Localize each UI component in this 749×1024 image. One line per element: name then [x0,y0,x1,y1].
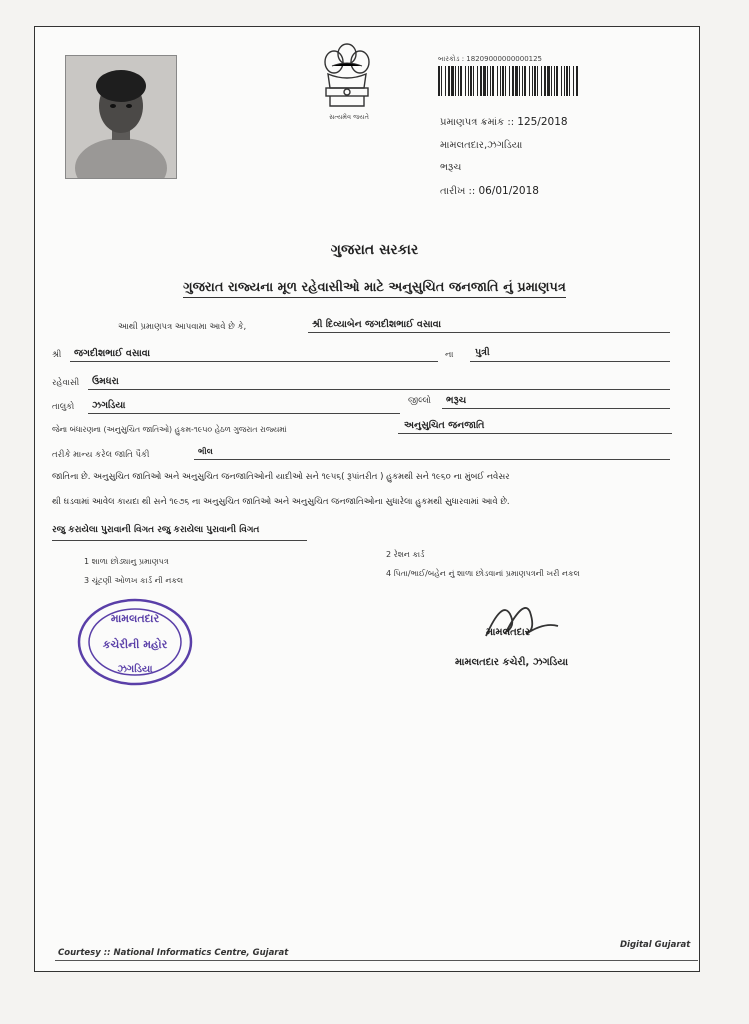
district: ભરૂચ [446,395,467,406]
applicant-name: શ્રી દિવ્યાબેન જગદીશભાઈ વસાવા [312,319,442,330]
relation: પુત્રી [475,347,490,358]
resident-label: રહેવાસી [52,378,80,388]
certificate-number-label: પ્રમાણપત્ર ક્રમાંક :: [440,117,518,128]
document-item: 2 રેશન કાર્ડ [386,550,425,559]
office-seal-stamp [76,598,194,686]
district-label: જીલ્લો [408,396,432,406]
paragraph-line-1: જાતિના છે. અનુસુચિત જાતિઓ અને અનુસુચિત જનજાતિઓની યાદીઓ સને ૧૯૫૬( રૂપાંતરીત ) હુકમથી સને ૧૯૬૦ ના મુંબઈ નવેસર [52,472,510,482]
document-item: 3 ચૂંટણી ઓળખ કાર્ડ ની નકલ [84,576,184,585]
footer-brand: Digital Gujarat [620,940,691,950]
footer-divider [55,960,698,961]
certificate-title: ગુજરાત રાજ્યના મૂળ રહેવાસીઓ માટે અનુસુચિત જનજાતિ નું પ્રમાણપત્ર [0,280,749,295]
applicant-photo [65,55,177,179]
father-name: જગદીશભાઈ વસાવા [74,348,151,359]
paragraph-line-2: થી ઘડવામાં આવેલ કાયદા થી સને ૧૯૭૬ ના અનુસુચિત જાતિઓ અને અનુસુચિત જનજાતિઓના સુધારેલા હુકમથી સુધારવામાં આવે છે. [52,497,510,507]
father-prefix: શ્રી [52,350,62,360]
seal-text-mid: કચેરીની મહોર [102,638,168,651]
issue-date-label: તારીખ :: [440,186,479,197]
documents-heading: રજુ કરાયેલા પુરાવાની વિગત રજુ કરાયેલા પુરાવાની વિગત [52,525,260,535]
issuing-district: ભરૂચ [440,162,462,173]
national-emblem-icon [318,40,376,120]
document-item: 1 શાળા છોડ્યાનુ પ્રમાણપત્ર [84,557,169,566]
signatory-office: મામલતદાર કચેરી, ઝગડિયા [455,657,569,668]
seal-text-bottom: ઝગડિયા [117,664,153,675]
barcode [438,66,580,96]
relation-label: ના [445,350,454,360]
signatory-title: મામલતદાર [486,627,530,638]
resident-village: ઉમધરા [92,376,119,387]
certificate-number: 125/2018 [517,116,568,128]
document-item: 4 પિતા/ભાઈ/બહેન નું શાળા છોડવાનાં પ્રમાણપત્રની ખરી નકલ [386,569,580,578]
emblem-caption: સત્યમેવ જયતે [329,113,369,121]
order-value: અનુસુચિત જનજાતિ [404,420,485,431]
barcode-number: બારકોડ : 18209000000000125 [438,55,543,63]
seal-text-top: મામલતદાર [110,612,160,625]
footer-courtesy: Courtesy :: National Informatics Centre, Gujarat [58,948,289,958]
taluka: ઝગડિયા [92,400,126,411]
issue-date: 06/01/2018 [478,185,539,197]
caste-label: તરીકે માન્ય કરેલ જાતિ પૈકી [52,450,150,460]
taluka-label: તાલુકો [52,402,75,412]
intro-label: આથી પ્રમાણપત્ર આપવામા આવે છે કે, [118,322,247,332]
issue-date-row [440,185,539,197]
caste: ભીલ [198,447,213,456]
order-label: જેના બંધારણના (અનુસુચિત જાતિઓ) હુકમ-૧૯૫૦ હેઠળ ગુજરાત રાજ્યમાં [52,425,287,434]
certificate-number-row [440,116,568,128]
issuing-office: મામલતદાર,ઝગડિયા [440,140,523,151]
government-heading: ગુજરાત સરકાર [330,242,419,258]
